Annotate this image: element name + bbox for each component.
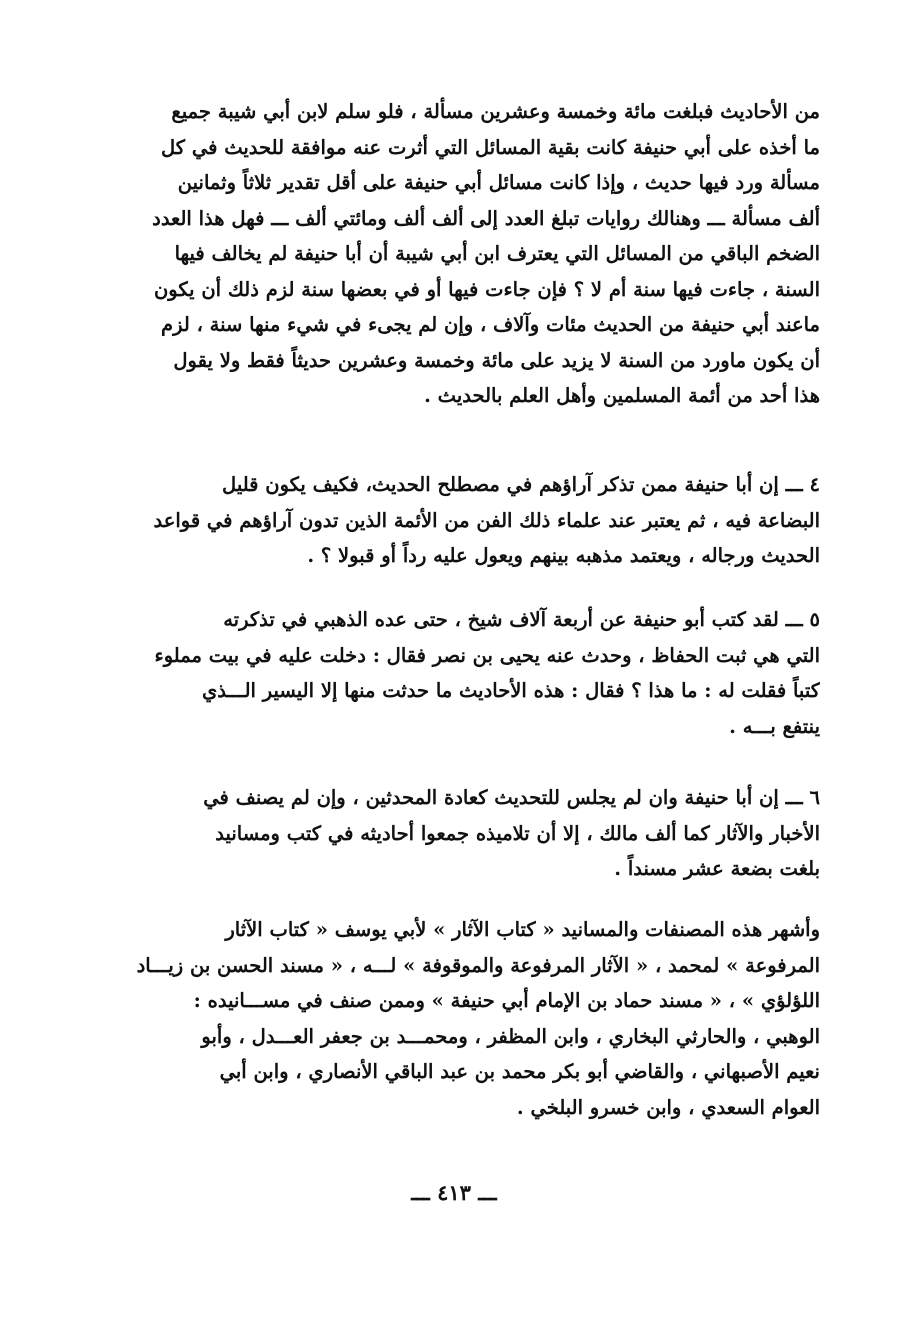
paragraph-point-4 bbox=[66, 467, 820, 574]
text-line: ماعند أبي حنيفة من الحديث مئات وآلاف ، وإن لم يجىء في شيء منها سنة ، لزم bbox=[161, 313, 820, 336]
text-line: مسألة ورد فيها حديث ، وإذا كانت مسائل أبي حنيفة على أقل تقدير ثلاثاً وثمانين bbox=[177, 171, 820, 194]
text-line: وأشهر هذه المصنفات والمسانيد « كتاب الآثار » لأبي يوسف « كتاب الآثار bbox=[225, 918, 820, 941]
paragraph-musnads bbox=[66, 912, 820, 1125]
text-line: بلغت بضعة عشر مسنداً . bbox=[614, 857, 820, 880]
text-line: اللؤلؤي » ، « مسند حماد بن الإمام أبي حنيفة » وممن صنف في مســـانيده : bbox=[193, 989, 820, 1012]
text-line: ٦ ـــ إن أبا حنيفة وان لم يجلس للتحديث كعادة المحدثين ، وإن لم يصنف في bbox=[203, 786, 820, 809]
text-line: ما أخذه على أبي حنيفة كانت بقية المسائل التي أثرت عنه موافقة للحديث في كل bbox=[161, 135, 820, 159]
text-line: ٥ ـــ لقد كتب أبو حنيفة عن أربعة آلاف شيخ ، حتى عده الذهبي في تذكرته bbox=[223, 608, 820, 631]
text-line: ألف مسألة ـــ وهنالك روايات تبلغ العدد إلى ألف ألف ومائتي ألف ـــ فهل هذا العدد bbox=[152, 206, 820, 230]
text-line: الحديث ورجاله ، ويعتمد مذهبه بينهم ويعول عليه رداً أو قبولا ؟ . bbox=[307, 544, 820, 567]
paragraph-point-6 bbox=[66, 780, 820, 887]
text-line: المرفوعة » لمحمد ، « الآثار المرفوعة والموقوفة » لـــه ، « مسند الحسن بن زيـــاد bbox=[136, 953, 820, 977]
text-line: الأخبار والآثار كما ألف مالك ، إلا أن تلاميذه جمعوا أحاديثه في كتب ومسانيد bbox=[215, 821, 820, 845]
paragraph-intro bbox=[66, 94, 820, 414]
text-line: من الأحاديث فبلغت مائة وخمسة وعشرين مسألة ، فلو سلم لابن أبي شيبة جميع bbox=[171, 100, 820, 123]
text-line: ينتفع بـــه . bbox=[729, 714, 820, 738]
paragraph-point-5 bbox=[66, 602, 820, 744]
text-line: التي هي ثبت الحفاظ ، وحدث عنه يحيى بن نصر فقال : دخلت عليه في بيت مملوء bbox=[154, 643, 820, 667]
text-line: الوهبي ، والحارثي البخاري ، وابن المظفر ، ومحمـــد بن جعفر العـــدل ، وأبو bbox=[201, 1024, 820, 1048]
text-line: كتباً فقلت له : ما هذا ؟ فقال : هذه الأحاديث ما حدثت منها إلا اليسير الـــذي bbox=[201, 679, 820, 702]
text-line: هذا أحد من أئمة المسلمين وأهل العلم بالحديث . bbox=[424, 384, 820, 407]
text-line: البضاعة فيه ، ثم يعتبر عند علماء ذلك الفن من الأئمة الذين تدون آراؤهم في قواعد bbox=[153, 508, 820, 532]
text-line: ٤ ـــ إن أبا حنيفة ممن تذكر آراؤهم في مصطلح الحديث، فكيف يكون قليل bbox=[222, 473, 820, 496]
text-line: السنة ، جاءت فيها سنة أم لا ؟ فإن جاءت فيها أو في بعضها سنة لزم ذلك أن يكون bbox=[153, 277, 820, 301]
text-line: العوام السعدي ، وابن خسرو البلخي . bbox=[516, 1095, 820, 1119]
text-line: نعيم الأصبهاني ، والقاضي أبو بكر محمد بن عبد الباقي الأنصاري ، وابن أبي bbox=[219, 1060, 820, 1083]
text-line: أن يكون ماورد من السنة لا يزيد على مائة وخمسة وعشرين حديثاً فقط ولا يقول bbox=[173, 348, 820, 372]
page-number: ـــ ٤١٣ ـــ bbox=[411, 1180, 497, 1205]
text-line: الضخم الباقي من المسائل التي يعترف ابن أبي شيبة أن أبا حنيفة لم يخالف فيها bbox=[174, 242, 820, 265]
